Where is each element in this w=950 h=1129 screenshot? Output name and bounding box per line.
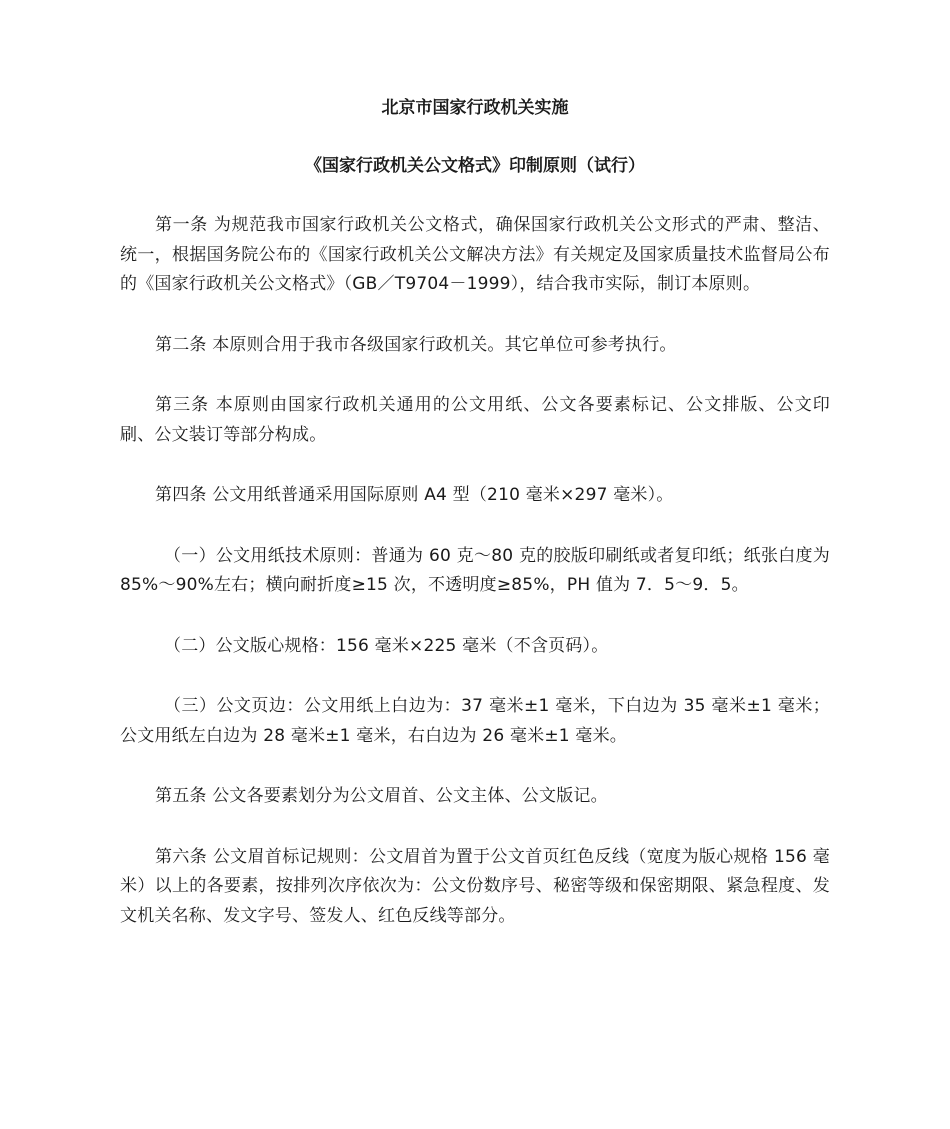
document-page [120, 94, 830, 962]
article-5-paragraph: 第五条 公文各要素划分为公文眉首、公文主体、公文版记。 [155, 786, 608, 806]
article-2-paragraph: 第二条 本原则合用于我市各级国家行政机关。其它单位可参考执行。 [155, 334, 677, 355]
document-title-line-2: 《国家行政机关公文格式》印制原则（试行） [305, 156, 645, 176]
article-6-paragraph: 第六条 公文眉首标记规则：公文眉首为置于公文首页红色反线（宽度为版心规格 156 毫米）以上的各要素，按排列次序依次为：公文份数序号、秘密等级和保密期限、紧急程度、发文机关名称、发文字号、签发人、红色反线等部分。 [120, 846, 830, 926]
document-title-line-1: 北京市国家行政机关实施 [381, 98, 569, 118]
article-4-item-2-paragraph: （二）公文版心规格：156 毫米×225 毫米（不含页码）。 [164, 635, 609, 656]
article-4-paragraph: 第四条 公文用纸普通采用国际原则 A4 型（210 毫米×297 毫米）。 [155, 485, 674, 505]
article-1-paragraph: 第一条 为规范我市国家行政机关公文格式，确保国家行政机关公文形式的严肃、整洁、统一，根据国务院公布的《国家行政机关公文解决方法》有关规定及国家质量技术监督局公布的《国家行政机关公文格式》（GB／T9704－1999），结合我市实际，制订本原则。 [120, 215, 830, 294]
article-3-paragraph: 第三条 本原则由国家行政机关通用的公文用纸、公文各要素标记、公文排版、公文印刷、公文装订等部分构成。 [120, 395, 830, 445]
article-4-item-1-paragraph: （一）公文用纸技术原则：普通为 60 克～80 克的胶版印刷纸或者复印纸；纸张白度为 85%～90%左右；横向耐折度≥15 次，不透明度≥85%，PH 值为 7．5～9．5。 [120, 545, 830, 595]
article-4-item-3-paragraph: （三）公文页边：公文用纸上白边为：37 毫米±1 毫米，下白边为 35 毫米±1 毫米；公文用纸左白边为 28 毫米±1 毫米，右白边为 26 毫米±1 毫米。 [120, 696, 830, 746]
